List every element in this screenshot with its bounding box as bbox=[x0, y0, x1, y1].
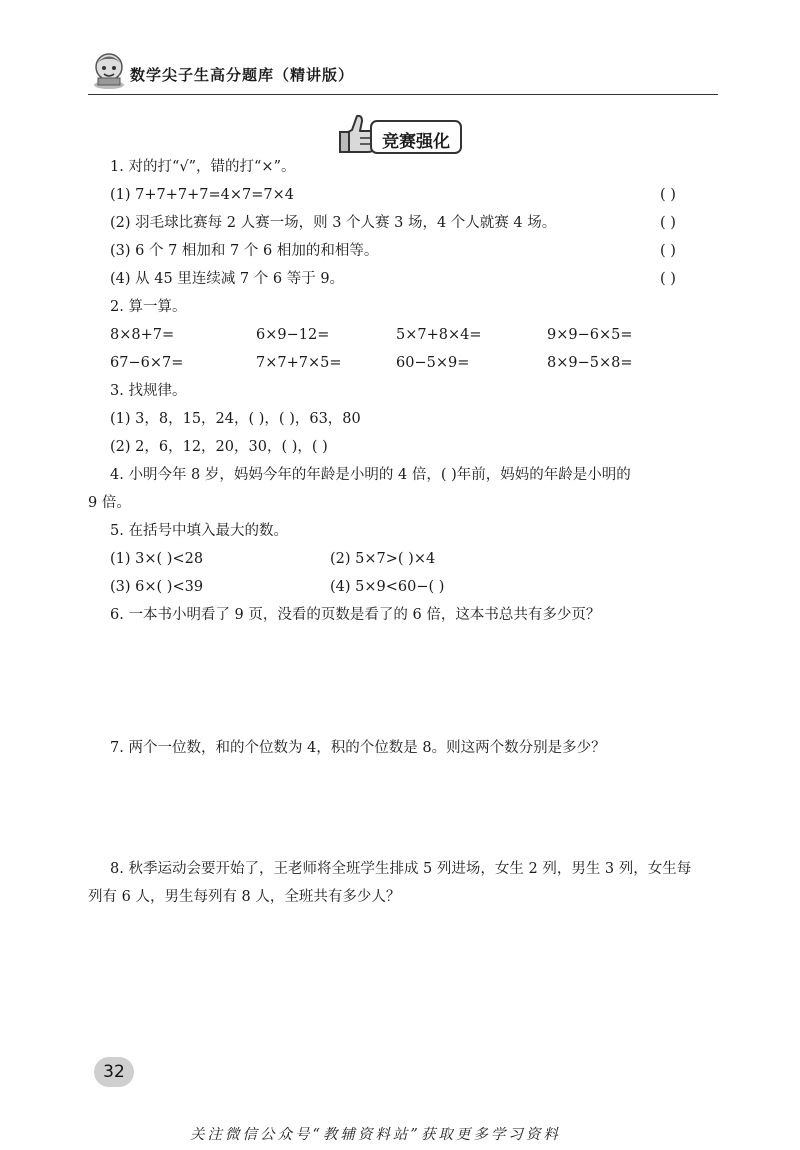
question-5-item-2: (2) 5×7>( )×4 bbox=[330, 551, 436, 567]
question-5-item-1: (1) 3×( )<28 bbox=[110, 551, 204, 567]
question-4-line-2: 9 倍。 bbox=[88, 495, 131, 511]
question-4-line-1: 4. 小明今年 8 岁，妈妈今年的年龄是小明的 4 倍，( )年前，妈妈的年龄是小明的 bbox=[110, 467, 631, 483]
question-1-item-2: (2) 羽毛球比赛每 2 人赛一场，则 3 个人赛 3 场，4 个人就赛 4 场。 bbox=[110, 215, 557, 231]
calc-item: 67−6×7= bbox=[110, 355, 184, 371]
calc-item: 5×7+8×4= bbox=[396, 327, 482, 343]
header-title: 数学尖子生高分题库（精讲版） bbox=[130, 66, 355, 84]
question-2-stem: 2. 算一算。 bbox=[110, 299, 187, 315]
question-1-item-3: (3) 6 个 7 相加和 7 个 6 相加的和相等。 bbox=[110, 243, 379, 259]
calc-item: 60−5×9= bbox=[396, 355, 470, 371]
question-5-item-3: (3) 6×( )<39 bbox=[110, 579, 204, 595]
question-8-line-2: 列有 6 人，男生每列有 8 人，全班共有多少人？ bbox=[88, 889, 401, 905]
section-badge bbox=[370, 120, 462, 154]
calc-item: 6×9−12= bbox=[256, 327, 330, 343]
question-3-item-1: (1) 3，8，15，24，( )，( )，63，80 bbox=[110, 411, 361, 427]
answer-paren[interactable]: ( ) bbox=[660, 243, 676, 259]
answer-paren[interactable]: ( ) bbox=[660, 187, 676, 203]
header-rule bbox=[88, 94, 718, 95]
calc-item: 8×8+7= bbox=[110, 327, 175, 343]
page-number: 32 bbox=[103, 1062, 125, 1082]
answer-paren[interactable]: ( ) bbox=[660, 215, 676, 231]
page-number-badge bbox=[94, 1057, 134, 1087]
question-1-stem: 1. 对的打“√”，错的打“×”。 bbox=[110, 159, 296, 175]
question-3-stem: 3. 找规律。 bbox=[110, 383, 187, 399]
question-6: 6. 一本书小明看了 9 页，没看的页数是看了的 6 倍，这本书总共有多少页？ bbox=[110, 607, 601, 623]
question-8-line-1: 8. 秋季运动会要开始了，王老师将全班学生排成 5 列进场，女生 2 列，男生 3 列，女生每 bbox=[110, 861, 692, 877]
question-1-item-4: (4) 从 45 里连续减 7 个 6 等于 9。 bbox=[110, 271, 345, 287]
footer-note: 关注微信公众号“教辅资料站”获取更多学习资料 bbox=[190, 1127, 561, 1143]
mascot-icon bbox=[92, 50, 126, 90]
question-1-item-1: (1) 7+7+7+7=4×7=7×4 bbox=[110, 187, 294, 203]
question-3-item-2: (2) 2，6，12，20，30，( )，( ) bbox=[110, 439, 328, 455]
question-5-stem: 5. 在括号中填入最大的数。 bbox=[110, 523, 288, 539]
section-title: 竞赛强化 bbox=[382, 132, 450, 152]
question-7: 7. 两个一位数，和的个位数为 4，积的个位数是 8。则这两个数分别是多少？ bbox=[110, 740, 606, 756]
calc-item: 9×9−6×5= bbox=[547, 327, 633, 343]
calc-item: 8×9−5×8= bbox=[547, 355, 633, 371]
calc-item: 7×7+7×5= bbox=[256, 355, 342, 371]
answer-paren[interactable]: ( ) bbox=[660, 271, 676, 287]
question-5-item-4: (4) 5×9<60−( ) bbox=[330, 579, 445, 595]
